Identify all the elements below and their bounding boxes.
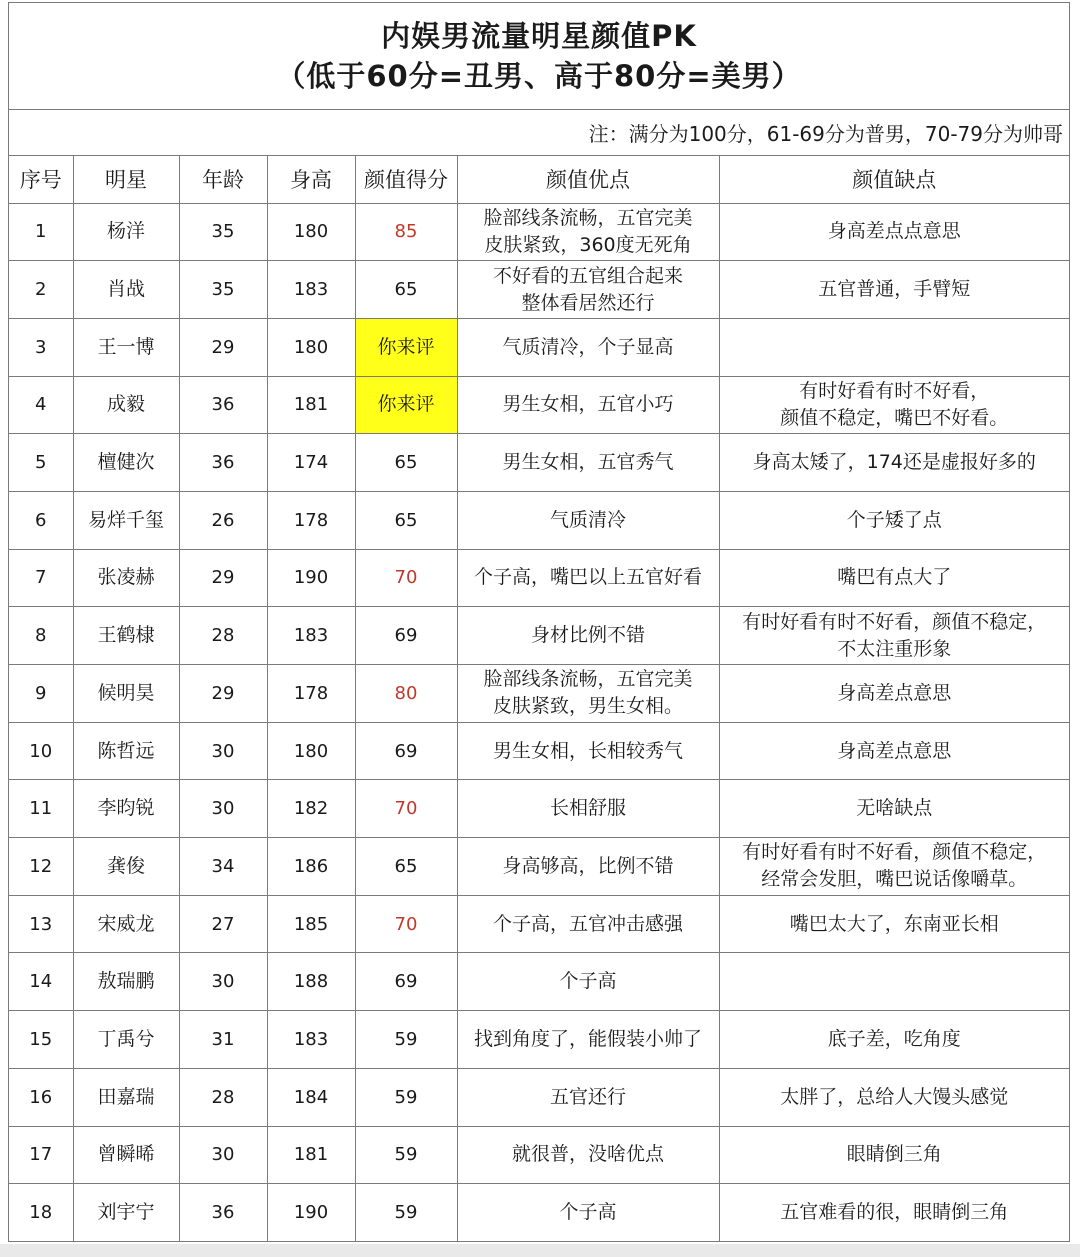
pros-line: 男生女相，五官小巧 xyxy=(502,393,674,416)
cell-no: 18 xyxy=(9,1184,73,1242)
cell-score: 59 xyxy=(355,1011,457,1069)
cell-height: 181 xyxy=(267,376,355,434)
cons-line: 身高差点点意思 xyxy=(827,220,961,243)
note-row xyxy=(9,110,1069,156)
note-text: 注：满分为100分，61-69分为普男，70-79分为帅哥 xyxy=(588,122,1063,146)
title-main: 内娱男流量明星颜值PK xyxy=(381,19,697,53)
pros-line: 男生女相，五官秀气 xyxy=(502,451,674,474)
cons-line: 个子矮了点 xyxy=(846,508,942,531)
cell-name: 宋威龙 xyxy=(73,895,179,953)
cell-name: 曾瞬晞 xyxy=(73,1126,179,1184)
table-row xyxy=(9,953,1069,1011)
cell-score: 80 xyxy=(355,665,457,723)
table-row xyxy=(9,895,1069,953)
cell-age: 30 xyxy=(179,953,267,1011)
cell-height: 190 xyxy=(267,549,355,607)
cons-line: 身高差点意思 xyxy=(837,739,952,762)
cell-name: 候明昊 xyxy=(73,665,179,723)
cell-height: 178 xyxy=(267,665,355,723)
cell-height: 183 xyxy=(267,261,355,319)
cell-height: 183 xyxy=(267,607,355,665)
cell-pros xyxy=(457,261,719,319)
table-row xyxy=(9,722,1069,780)
cell-height: 185 xyxy=(267,895,355,953)
cell-height: 180 xyxy=(267,203,355,261)
cell-cons xyxy=(719,1126,1069,1184)
table-row xyxy=(9,491,1069,549)
cons-line: 无啥缺点 xyxy=(856,797,933,820)
header-height: 身高 xyxy=(267,156,355,203)
cell-name: 易烊千玺 xyxy=(73,491,179,549)
cell-score: 69 xyxy=(355,722,457,780)
table-row xyxy=(9,665,1069,723)
cell-pros xyxy=(457,953,719,1011)
cell-no: 12 xyxy=(9,838,73,896)
cell-pros xyxy=(457,376,719,434)
cell-age: 29 xyxy=(179,665,267,723)
cell-pros xyxy=(457,434,719,492)
cell-age: 30 xyxy=(179,780,267,838)
cell-cons xyxy=(719,665,1069,723)
cell-name: 陈哲远 xyxy=(73,722,179,780)
pros-line: 皮肤紧致，360度无死角 xyxy=(484,233,692,256)
cell-name: 王一博 xyxy=(73,318,179,376)
cell-name: 田嘉瑞 xyxy=(73,1068,179,1126)
cell-height: 178 xyxy=(267,491,355,549)
table-row xyxy=(9,838,1069,896)
cons-line: 嘴巴太大了，东南亚长相 xyxy=(789,912,999,935)
table-row xyxy=(9,1068,1069,1126)
cell-cons xyxy=(719,261,1069,319)
cell-age: 29 xyxy=(179,318,267,376)
cell-no: 9 xyxy=(9,665,73,723)
cell-no: 3 xyxy=(9,318,73,376)
cell-age: 30 xyxy=(179,1126,267,1184)
cell-score: 70 xyxy=(355,549,457,607)
cell-age: 29 xyxy=(179,549,267,607)
cell-no: 4 xyxy=(9,376,73,434)
table-row xyxy=(9,318,1069,376)
cell-name: 杨洋 xyxy=(73,203,179,261)
cell-height: 190 xyxy=(267,1184,355,1242)
cell-name: 王鹤棣 xyxy=(73,607,179,665)
cell-pros xyxy=(457,1184,719,1242)
cell-name: 龚俊 xyxy=(73,838,179,896)
pros-line: 气质清冷，个子显高 xyxy=(502,335,674,358)
cell-height: 184 xyxy=(267,1068,355,1126)
cell-age: 31 xyxy=(179,1011,267,1069)
cell-name: 敖瑞鹏 xyxy=(73,953,179,1011)
cell-no: 1 xyxy=(9,203,73,261)
cell-cons xyxy=(719,607,1069,665)
cell-no: 16 xyxy=(9,1068,73,1126)
cell-age: 35 xyxy=(179,203,267,261)
cell-cons xyxy=(719,434,1069,492)
cell-name: 成毅 xyxy=(73,376,179,434)
cell-no: 11 xyxy=(9,780,73,838)
header-cons: 颜值缺点 xyxy=(719,156,1069,203)
cell-pros xyxy=(457,203,719,261)
cell-pros xyxy=(457,491,719,549)
cell-score: 你来评 xyxy=(355,376,457,434)
table-row xyxy=(9,261,1069,319)
cell-no: 15 xyxy=(9,1011,73,1069)
ranking-table xyxy=(9,156,1069,1241)
cell-pros xyxy=(457,549,719,607)
cell-score: 69 xyxy=(355,607,457,665)
cell-cons xyxy=(719,491,1069,549)
pros-line: 身材比例不错 xyxy=(530,624,645,647)
header-no: 序号 xyxy=(9,156,73,203)
pros-line: 个子高，五官冲击感强 xyxy=(492,912,683,935)
cell-name: 李昀锐 xyxy=(73,780,179,838)
pros-line: 个子高 xyxy=(559,1201,617,1224)
pros-line: 五官还行 xyxy=(549,1085,626,1108)
pros-line: 个子高，嘴巴以上五官好看 xyxy=(473,566,702,589)
cell-cons xyxy=(719,376,1069,434)
cell-score: 65 xyxy=(355,261,457,319)
cell-score: 65 xyxy=(355,491,457,549)
cell-no: 8 xyxy=(9,607,73,665)
cell-no: 14 xyxy=(9,953,73,1011)
cell-height: 186 xyxy=(267,838,355,896)
cell-score: 69 xyxy=(355,953,457,1011)
cell-pros xyxy=(457,780,719,838)
cell-age: 30 xyxy=(179,722,267,780)
table-row xyxy=(9,1011,1069,1069)
cell-cons xyxy=(719,838,1069,896)
table-row xyxy=(9,203,1069,261)
cell-pros xyxy=(457,838,719,896)
cell-height: 180 xyxy=(267,318,355,376)
cell-name: 张凌赫 xyxy=(73,549,179,607)
cell-cons xyxy=(719,780,1069,838)
spreadsheet-sheet xyxy=(8,2,1070,1242)
cell-pros xyxy=(457,1126,719,1184)
cell-height: 181 xyxy=(267,1126,355,1184)
cons-line: 身高差点意思 xyxy=(837,681,952,704)
pros-line: 男生女相，长相较秀气 xyxy=(492,739,683,762)
cell-age: 35 xyxy=(179,261,267,319)
cell-pros xyxy=(457,1011,719,1069)
pros-line: 皮肤紧致，男生女相。 xyxy=(492,695,683,718)
cell-score: 65 xyxy=(355,434,457,492)
cell-age: 36 xyxy=(179,1184,267,1242)
cell-height: 180 xyxy=(267,722,355,780)
cell-no: 7 xyxy=(9,549,73,607)
cell-cons xyxy=(719,895,1069,953)
cell-height: 188 xyxy=(267,953,355,1011)
table-row xyxy=(9,434,1069,492)
cons-line: 不太注重形象 xyxy=(837,637,952,660)
cell-pros xyxy=(457,895,719,953)
cell-height: 182 xyxy=(267,780,355,838)
cons-line: 有时好看有时不好看，颜值不稳定， xyxy=(742,610,1047,633)
cell-age: 26 xyxy=(179,491,267,549)
cell-pros xyxy=(457,318,719,376)
cell-score: 59 xyxy=(355,1068,457,1126)
cell-score: 59 xyxy=(355,1126,457,1184)
pros-line: 就很普，没啥优点 xyxy=(511,1143,664,1166)
cons-line: 经常会发胆，嘴巴说话像嚼草。 xyxy=(761,868,1028,891)
cons-line: 身高太矮了，174还是虚报好多的 xyxy=(752,451,1036,474)
cons-line: 颜值不稳定，嘴巴不好看。 xyxy=(780,406,1009,429)
cell-pros xyxy=(457,1068,719,1126)
cell-age: 34 xyxy=(179,838,267,896)
cell-cons xyxy=(719,318,1069,376)
pros-line: 气质清冷 xyxy=(549,508,626,531)
cell-score: 65 xyxy=(355,838,457,896)
table-row xyxy=(9,780,1069,838)
cell-name: 檀健次 xyxy=(73,434,179,492)
cell-score: 70 xyxy=(355,780,457,838)
cell-name: 丁禹兮 xyxy=(73,1011,179,1069)
cell-cons xyxy=(719,722,1069,780)
pros-line: 脸部线条流畅，五官完美 xyxy=(483,206,693,229)
cell-age: 28 xyxy=(179,1068,267,1126)
cell-cons xyxy=(719,953,1069,1011)
header-pros: 颜值优点 xyxy=(457,156,719,203)
header-row xyxy=(9,156,1069,203)
cell-cons xyxy=(719,1184,1069,1242)
pros-line: 不好看的五官组合起来 xyxy=(492,264,683,287)
cell-cons xyxy=(719,549,1069,607)
pros-line: 脸部线条流畅，五官完美 xyxy=(483,668,693,691)
header-name: 明星 xyxy=(73,156,179,203)
cell-pros xyxy=(457,722,719,780)
pros-line: 整体看居然还行 xyxy=(521,291,655,314)
cell-no: 13 xyxy=(9,895,73,953)
cell-pros xyxy=(457,665,719,723)
cell-score: 你来评 xyxy=(355,318,457,376)
bottom-strip xyxy=(0,1244,1080,1257)
cons-line: 太胖了，总给人大馒头感觉 xyxy=(780,1085,1009,1108)
cons-line: 眼睛倒三角 xyxy=(846,1143,942,1166)
cell-age: 27 xyxy=(179,895,267,953)
cell-cons xyxy=(719,1011,1069,1069)
pros-line: 身高够高，比例不错 xyxy=(502,854,674,877)
cons-line: 五官难看的很，眼睛倒三角 xyxy=(780,1201,1009,1224)
header-score: 颜值得分 xyxy=(355,156,457,203)
cell-height: 174 xyxy=(267,434,355,492)
table-row xyxy=(9,376,1069,434)
header-age: 年龄 xyxy=(179,156,267,203)
table-row xyxy=(9,1184,1069,1242)
cell-name: 肖战 xyxy=(73,261,179,319)
pros-line: 找到角度了，能假装小帅了 xyxy=(473,1027,702,1050)
table-row xyxy=(9,1126,1069,1184)
pros-line: 长相舒服 xyxy=(549,797,626,820)
table-row xyxy=(9,607,1069,665)
pros-line: 个子高 xyxy=(559,970,617,993)
cons-line: 底子差，吃角度 xyxy=(827,1027,961,1050)
title-subtitle: （低于60分=丑男、高于80分=美男） xyxy=(276,59,802,93)
cell-no: 10 xyxy=(9,722,73,780)
cons-line: 有时好看有时不好看， xyxy=(799,379,990,402)
cell-score: 70 xyxy=(355,895,457,953)
cons-line: 有时好看有时不好看，颜值不稳定， xyxy=(742,841,1047,864)
cell-age: 36 xyxy=(179,376,267,434)
table-row xyxy=(9,549,1069,607)
title-block xyxy=(9,3,1069,110)
cell-cons xyxy=(719,1068,1069,1126)
cell-no: 2 xyxy=(9,261,73,319)
cell-no: 6 xyxy=(9,491,73,549)
cell-pros xyxy=(457,607,719,665)
cell-age: 28 xyxy=(179,607,267,665)
cons-line: 嘴巴有点大了 xyxy=(837,566,952,589)
cell-score: 59 xyxy=(355,1184,457,1242)
cons-line: 五官普通，手臂短 xyxy=(818,278,971,301)
cell-no: 17 xyxy=(9,1126,73,1184)
cell-age: 36 xyxy=(179,434,267,492)
cell-no: 5 xyxy=(9,434,73,492)
cell-cons xyxy=(719,203,1069,261)
table-body xyxy=(9,203,1069,1241)
cell-name: 刘宇宁 xyxy=(73,1184,179,1242)
cell-score: 85 xyxy=(355,203,457,261)
cell-height: 183 xyxy=(267,1011,355,1069)
